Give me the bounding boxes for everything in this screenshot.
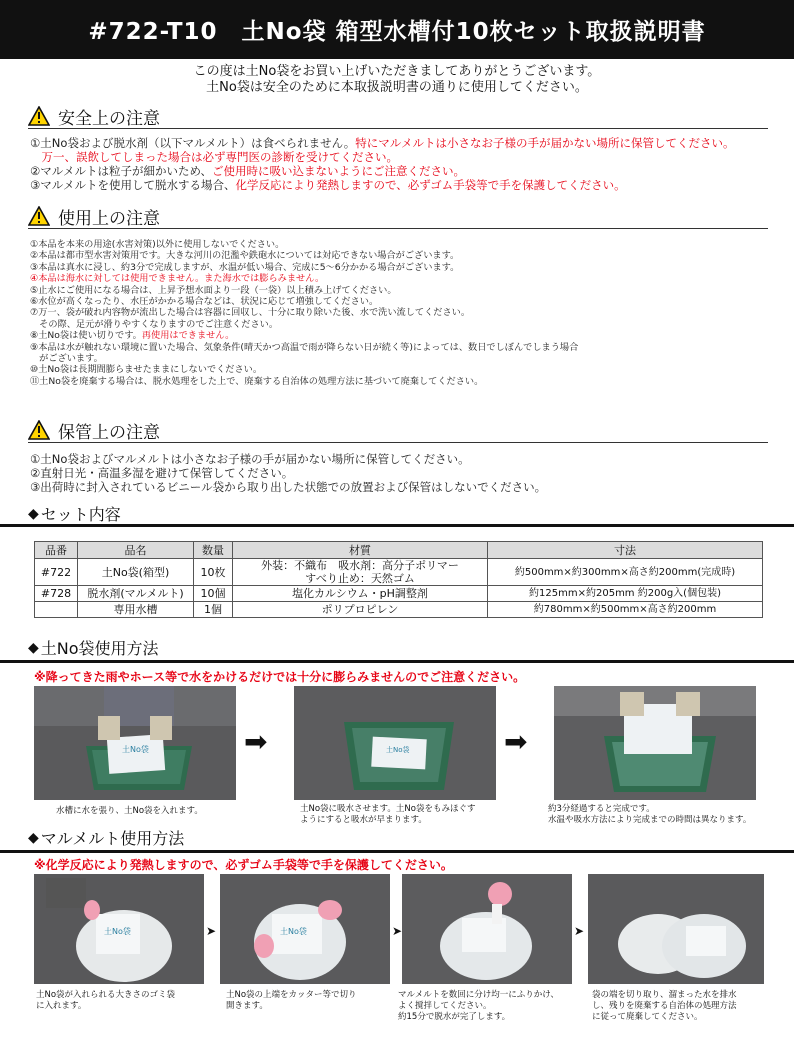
svg-text:土No袋: 土No袋 — [280, 927, 307, 936]
safety-heading-label: 安全上の注意 — [58, 108, 160, 129]
list-item-text: ⑪土No袋を廃棄する場合は、脱水処理をした上で、廃棄する自治体の処理方法に基づいて廃棄してください。 — [30, 375, 484, 387]
list-item-text: ①土No袋およびマルメルトは小さなお子様の手が届かない場所に保管してください。 — [30, 452, 470, 466]
caption-line: に入れます。 — [36, 1001, 87, 1011]
list-item — [30, 353, 790, 364]
list-item-warning-text: ④本品は海水に対しては使用できません。また海水では膨らみません。 — [30, 273, 325, 285]
melt-step-2-caption — [226, 990, 356, 1012]
header-name: 品名 — [78, 542, 194, 559]
list-item-text: ①土No袋および脱水剤（以下マルメルト）は食べられません。 — [30, 136, 356, 150]
set-contents-heading-label: セット内容 — [40, 505, 121, 524]
list-item — [30, 164, 790, 178]
cell-code: #728 — [35, 586, 78, 602]
caption-line: 袋の端を切り取り、溜まった水を排水 — [592, 990, 737, 1000]
list-item-text: ⑨本品は水が触れない環境に置いた場合、気象条件(晴天かつ高温で雨が降らない日が続く等)によっては、数日でしぼんでしまう場合 — [30, 341, 579, 353]
cell-qty: 10個 — [194, 586, 233, 602]
cell-material: 塩化カルシウム・pH調整剤 — [233, 586, 488, 602]
cell-qty: 10枚 — [194, 559, 233, 586]
svg-text:土No袋: 土No袋 — [386, 746, 410, 754]
list-item — [30, 480, 790, 494]
bag-usage-warning: ※降ってきた雨やホース等で水をかけるだけでは十分に膨らみませんのでご注意ください。 — [34, 670, 526, 684]
header-size: 寸法 — [488, 542, 763, 559]
list-item — [30, 296, 790, 307]
svg-text:土No袋: 土No袋 — [122, 745, 149, 754]
bag-step-1-photo — [34, 686, 236, 800]
list-item — [30, 262, 790, 273]
list-item-text: その際、足元が滑りやすくなりますのでご注意ください。 — [30, 318, 279, 330]
list-item-text: ③出荷時に封入されているビニール袋から取り出した状態での放置および保管はしないでください。 — [30, 480, 547, 494]
table-row — [35, 586, 763, 602]
intro-line-2: 土No袋は安全のために本取扱説明書の通りに使用してください。 — [206, 80, 588, 95]
cell-material — [233, 559, 488, 586]
storage-list — [30, 452, 790, 494]
list-item — [30, 376, 790, 387]
bag-usage-heading — [28, 636, 159, 659]
caption-line: 水槽に水を張り、土No袋を入れます。 — [56, 806, 203, 816]
list-item — [30, 150, 790, 164]
bag-step-1-caption — [56, 806, 203, 817]
list-item-warning-text: ご使用時に吸い込まないようにご注意ください。 — [212, 164, 466, 178]
list-item-text: ⑩土No袋は長期間膨らませたままにしないでください。 — [30, 364, 263, 376]
caption-line: し、残りを廃棄する自治体の処理方法 — [592, 1001, 737, 1011]
cell-qty: 1個 — [194, 602, 233, 618]
melt-step-1-photo — [34, 874, 204, 984]
caption-line: よく撹拌してください。 — [398, 1001, 492, 1011]
list-item — [30, 452, 790, 466]
caption-line: 開きます。 — [226, 1001, 268, 1011]
list-item — [30, 239, 790, 250]
cell-name: 脱水剤(マルメルト) — [78, 586, 194, 602]
storage-heading-label: 保管上の注意 — [58, 422, 160, 443]
caption-line: 土No袋の上端をカッター等で切り — [226, 990, 357, 1000]
cell-name: 専用水槽 — [78, 602, 194, 618]
list-item-warning-text: 再使用はできません。 — [141, 330, 235, 342]
melt-usage-warning: ※化学反応により発熱しますので、必ずゴム手袋等で手を保護してください。 — [34, 858, 453, 872]
list-item — [30, 273, 790, 284]
cell-size: 約125mm×約205mm 約200g入(個包装) — [488, 586, 763, 602]
safety-heading — [28, 104, 768, 129]
intro-line-1: この度は土No袋をお買い上げいただきましてありがとうございます。 — [193, 64, 601, 79]
cell-name: 土No袋(箱型) — [78, 559, 194, 586]
list-item — [30, 307, 790, 318]
list-item-text: ②マルメルトは粒子が細かいため、 — [30, 164, 213, 178]
list-item-text: ⑤止水にご使用になる場合は、上昇予想水面より一段（一袋）以上積み上げてください。 — [30, 284, 397, 296]
cell-material-line-2: すべり止め：天然ゴム — [305, 572, 415, 585]
cell-code: #722 — [35, 559, 78, 586]
list-item — [30, 319, 790, 330]
warning-triangle-icon — [28, 206, 50, 226]
cell-code — [35, 602, 78, 618]
list-item — [30, 136, 790, 150]
svg-text:土No袋: 土No袋 — [104, 927, 131, 936]
list-item-text: ⑧土No袋は使い切りです。 — [30, 330, 142, 342]
list-item — [30, 285, 790, 296]
divider — [0, 524, 794, 527]
bag-step-2-caption — [300, 804, 475, 826]
arrow-right-icon: ➤ — [574, 924, 585, 938]
diamond-bullet-icon: ◆ — [28, 639, 39, 656]
diamond-bullet-icon: ◆ — [28, 829, 39, 846]
list-item-text: ⑥水位が高くなったり、水圧がかかる場合などは、状況に応じて増強してください。 — [30, 296, 379, 308]
melt-step-2-photo — [220, 874, 390, 984]
melt-step-1-caption — [36, 990, 175, 1012]
list-item — [30, 466, 790, 480]
header-code: 品番 — [35, 542, 78, 559]
melt-step-3-photo — [402, 874, 572, 984]
cell-size: 約500mm×約300mm×高さ約200mm(完成時) — [488, 559, 763, 586]
list-item-warning-text: 特にマルメルトは小さなお子様の手が届かない場所に保管してください。 — [355, 136, 735, 150]
usage-list — [30, 239, 790, 387]
bag-step-3-caption — [548, 804, 751, 826]
arrow-right-icon: ➤ — [392, 924, 403, 938]
melt-step-4-caption — [592, 990, 737, 1023]
list-item-text: ②直射日光・高温多湿を避けて保管してください。 — [30, 466, 294, 480]
caption-line: に従って廃棄してください。 — [592, 1012, 703, 1022]
melt-usage-heading-label: マルメルト使用方法 — [40, 829, 185, 848]
list-item-text: ③マルメルトを使用して脱水する場合、 — [30, 178, 236, 192]
divider — [0, 850, 794, 853]
list-item — [30, 250, 790, 261]
caption-line: 水温や吸水方法により完成までの時間は異なります。 — [548, 815, 752, 825]
caption-line: 土No袋に吸水させます。土No袋をもみほぐす — [300, 804, 476, 814]
header-qty: 数量 — [194, 542, 233, 559]
list-item-text: がございます。 — [30, 353, 103, 365]
usage-heading-label: 使用上の注意 — [58, 208, 160, 229]
list-item-text: ⑦万一、袋が破れ内容物が流出した場合は容器に回収し、十分に取り除いた後、水で洗い流してください。 — [30, 307, 471, 319]
cell-size: 約780mm×約500mm×高さ約200mm — [488, 602, 763, 618]
list-item-text: ②本品は都市型水害対策用です。大きな河川の氾濫や鉄砲水については対応できない場合がございます。 — [30, 250, 460, 262]
list-item — [30, 364, 790, 375]
warning-triangle-icon — [28, 420, 50, 440]
table-header-row — [35, 542, 763, 559]
set-contents-table — [34, 541, 763, 618]
table-row — [35, 559, 763, 586]
bag-step-2-photo — [294, 686, 496, 800]
caption-line: マルメルトを数回に分け均一にふりかけ、 — [398, 990, 559, 1000]
list-item — [30, 178, 790, 192]
divider — [0, 660, 794, 663]
list-item-text: ①本品を本来の用途(水害対策)以外に使用しないでください。 — [30, 239, 285, 250]
header-material: 材質 — [233, 542, 488, 559]
diamond-bullet-icon: ◆ — [28, 505, 39, 522]
bag-step-3-photo — [554, 686, 756, 800]
safety-list — [30, 136, 790, 192]
list-item-text: ③本品は真水に浸し、約3分で完成しますが、水温が低い場合、完成に5～6分かかる場合がございます。 — [30, 261, 460, 273]
melt-usage-heading — [28, 826, 184, 849]
cell-material: ポリプロピレン — [233, 602, 488, 618]
cell-material-line-1: 外装：不織布 吸水剤：高分子ポリマー — [261, 559, 459, 572]
list-item — [30, 342, 790, 353]
usage-heading — [28, 204, 768, 229]
arrow-right-icon: ➤ — [206, 924, 217, 938]
set-contents-heading — [28, 502, 121, 525]
list-item-warning-text: 化学反応により発熱しますので、必ずゴム手袋等で手を保護してください。 — [235, 178, 626, 192]
bag-usage-heading-label: 土No袋使用方法 — [40, 639, 159, 658]
melt-step-3-caption — [398, 990, 559, 1023]
caption-line: 約3分経過すると完成です。 — [548, 804, 655, 814]
storage-heading — [28, 418, 768, 443]
arrow-right-icon: ➡ — [504, 725, 528, 758]
warning-triangle-icon — [28, 106, 50, 126]
melt-step-4-photo — [588, 874, 764, 984]
arrow-right-icon: ➡ — [244, 725, 268, 758]
table-row — [35, 602, 763, 618]
caption-line: 土No袋が入れられる大きさのゴミ袋 — [36, 990, 176, 1000]
list-item-warning-text: 万一、誤飲してしまった場合は必ず専門医の診断を受けてください。 — [30, 150, 398, 164]
list-item — [30, 330, 790, 341]
document-title: #722-T10 土No袋 箱型水槽付10枚セット取扱説明書 — [0, 0, 794, 59]
caption-line: ようにすると吸水が早まります。 — [300, 815, 427, 825]
caption-line: 約15分で脱水が完了します。 — [398, 1012, 511, 1022]
